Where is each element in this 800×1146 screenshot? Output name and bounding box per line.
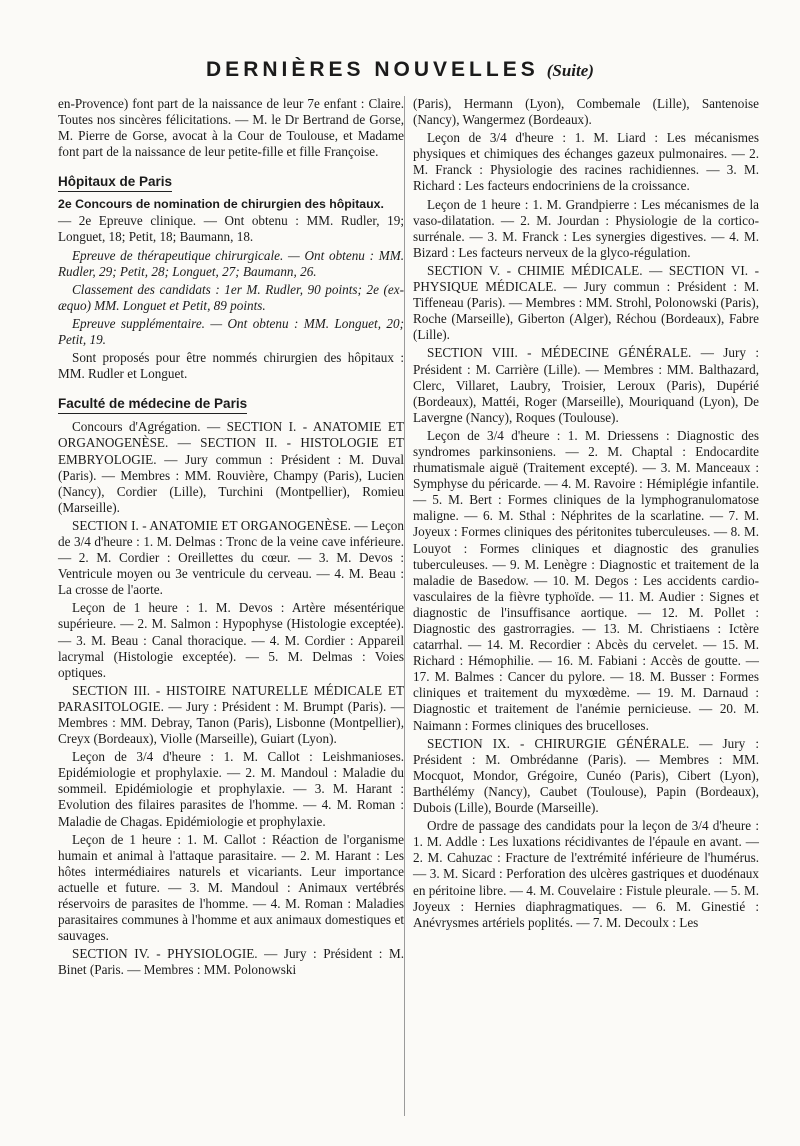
faculte-paragraph: SECTION III. - HISTOIRE NATURELLE MÉDICALE ET PARASITOLOGIE. — Jury : Président : M. Brumpt (Paris). — Membres : MM. Debray, Tanon (Paris), Lisbonne (Montpellier), Creyx (Bordeaux), Violle (Marseille), Guiart (Lyon). — [58, 682, 404, 747]
hopitaux-paragraph: — 2e Epreuve clinique. — Ont obtenu : MM. Rudler, 19; Longuet, 18; Petit, 18; Baumann, 18. — [58, 213, 404, 245]
section-title-faculte: Faculté de médecine de Paris — [58, 396, 247, 414]
right-paragraph: SECTION VIII. - MÉDECINE GÉNÉRALE. — Jury : Président : M. Carrière (Lille). — Membres : MM. Balthazard, Clerc, Villaret, Laubry, Troisier, Leroux (Paris), Dupérié (Bordeaux), Mattéi, Roger (Marseille), Mouriquand (Lyon), De Lavergne (Nancy), Roques (Toulouse). — [413, 345, 759, 425]
concours-subtitle: 2e Concours de nomination de chirurgien des hôpitaux. — [58, 197, 384, 212]
faculte-paragraph: SECTION IV. - PHYSIOLOGIE. — Jury : Président : M. Binet (Paris. — Membres : MM. Polonowski — [58, 946, 404, 978]
right-paragraph: SECTION V. - CHIMIE MÉDICALE. — SECTION VI. - PHYSIQUE MÉDICALE. — Jury commun : Président : M. Tiffeneau (Paris). — Membres : MM. Strohl, Polonowski (Paris), Roche (Marseille), Giberton (Alger), Réchou (Bordeaux), Fabre (Lille). — [413, 262, 759, 343]
right-column — [413, 96, 759, 931]
left-column — [58, 96, 404, 979]
right-paragraph: Leçon de 1 heure : 1. M. Grandpierre : Les mécanismes de la vaso-dilatation. — 2. M. Jourdan : Physiologie de la cortico-surrénale. — 3. M. Franck : Les synergies digestives. — 4. M. Bizard : Les facteurs nerveux de la glyco-régulation. — [413, 196, 759, 260]
right-paragraph: Ordre de passage des candidats pour la leçon de 3/4 d'heure : 1. M. Addle : Les luxations récidivantes de l'épaule en avant. — 2. M. Cahuzac : Fracture de l'extrémité inférieure de l'humérus. — 3. M. Sicard : Perforation des ulcères gastriques et duodénaux en péritoine libre. — 4. M. Couvelaire : Fistule pleurale. — 5. M. Joyeux : Hernies diaphragmatiques. — 6. M. Ginestié : Anévrysmes artériels poplités. — 7. M. Decoulx : Les — [413, 818, 759, 930]
faculte-paragraph: Leçon de 1 heure : 1. M. Devos : Artère mésentérique supérieure. — 2. M. Salmon : Hypophyse (Histologie exceptée). — 3. M. Beau : Canal thoracique. — 4. M. Cordier : Appareil lacrymal (Histologie exceptée). — 5. M. Delmas : Voies optiques. — [58, 600, 404, 680]
hopitaux-paragraph: Epreuve supplémentaire. — Ont obtenu : MM. Longuet, 20; Petit, 19. — [58, 315, 404, 348]
header-title: DERNIÈRES NOUVELLES — [206, 58, 539, 81]
faculte-paragraph: SECTION I. - ANATOMIE ET ORGANOGENÈSE. — Leçon de 3/4 d'heure : 1. M. Delmas : Tronc de la veine cave inférieure. — 2. M. Cordier : Oreillettes du cœur. — 3. M. Devos : Ventricule moyen ou 3e ventricule du cerveau. — 4. M. Beau : La crosse de l'aorte. — [58, 517, 404, 598]
hopitaux-paragraph: Epreuve de thérapeutique chirurgicale. — Ont obtenu : MM. Rudler, 29; Petit, 28; Longuet, 27; Baumann, 26. — [58, 247, 404, 279]
right-paragraph: Leçon de 3/4 d'heure : 1. M. Liard : Les mécanismes physiques et chimiques des échanges gazeux pulmonaires. — 2. M. Franck : Physiologie des racines rachidiennes. — 3. M. Richard : Les facteurs endocriniens de la croissance. — [413, 130, 759, 194]
right-paragraph: Leçon de 3/4 d'heure : 1. M. Driessens : Diagnostic des syndromes parkinsoniens. — 2. M. Chaptal : Endocardite rhumatismale aiguë (Traitement excepté). — 3. M. Manceaux : Symphyse du péricarde. — 4. M. Ravoire : Hémiplégie infantile. — 5. M. Bert : Formes cliniques de la lymphogranulomatose maligne. — 6. M. Sthal : Néphrites de la scarlatine. — 7. M. Joyeux : Formes cliniques des péritonites tuberculeuses. — 8. M. Louyot : Formes cliniques et diagnostic des granulies tuberculeuses. — 9. M. Lenègre : Diagnostic et traitement de la maladie de Basedow. — 10. M. Degos : Les accidents cardio-vasculaires de la fièvre typhoïde. — 11. M. Audier : Signes et diagnostic de l'insuffisance aortique. — 12. M. Pollet : Diagnostic des gastrorragies. — 13. M. Christiaens : Ictère catarrhal. — 14. M. Recordier : Abcès du cervelet. — 15. M. Richard : Hémophilie. — 16. M. Fabiani : Accès de goutte. — 17. M. Balmes : Cancer du pylore. — 18. M. Busser : Formes cliniques et traitement du myxœdème. — 19. M. Darnaud : Diagnostic et traitement de l'anémie pernicieuse. — 20. M. Naimann : Formes cliniques des brucelloses. — [413, 427, 759, 733]
right-paragraph: SECTION IX. - CHIRURGIE GÉNÉRALE. — Jury : Président : M. Ombrédanne (Paris). — Membres : MM. Mocquot, Mondor, Grégoire, Cunéo (Paris), Cibert (Lyon), Barthélémy (Nancy), Caubet (Toulouse), Papin (Bordeaux), Dubois (Lille), Bourde (Marseille). — [413, 735, 759, 816]
faculte-paragraph: Concours d'Agrégation. — SECTION I. - ANATOMIE ET ORGANOGENÈSE. — SECTION II. - HISTOLOGIE ET EMBRYOLOGIE. — Jury commun : Président : M. Duval (Paris). — Membres : MM. Rouvière, Champy (Paris), Lucien (Nancy), Cordier (Lille), Turchini (Montpellier), Romieu (Marseille). — [58, 419, 404, 515]
header-suite: (Suite) — [546, 61, 594, 80]
section-title-hopitaux: Hôpitaux de Paris — [58, 174, 172, 192]
faculte-paragraph: Leçon de 3/4 d'heure : 1. M. Callot : Leishmanioses. Epidémiologie et prophylaxie. — 2. M. Mandoul : Maladie du sommeil. Epidémiologie et prophylaxie. — 3. M. Harant : Evolution des filaires parasites de l'homme. — 4. M. Roman : Maladie de Chagas. Epidémiologie et prophylaxie. — [58, 749, 404, 829]
right-paragraph: (Paris), Hermann (Lyon), Combemale (Lille), Santenoise (Nancy), Wangermez (Bordeaux). — [413, 96, 759, 128]
intro-paragraph: en-Provence) font part de la naissance de leur 7e enfant : Claire. Toutes nos sincères félicitations. — M. le Dr Bertrand de Gorse, M. Pierre de Gorse, avocat à la Cour de Toulouse, et Madame font part de la naissance de leur petite-fille et fille Françoise. — [58, 96, 404, 160]
faculte-paragraph: Leçon de 1 heure : 1. M. Callot : Réaction de l'organisme humain et animal à l'attaque parasitaire. — 2. M. Harant : Les hôtes intermédiaires naturels et vicariants. Leur importance actuelle et future. — 3. M. Mandoul : Animaux vertébrés réservoirs de parasites de l'homme. — 4. M. Roman : Maladies parasitaires communes à l'homme et aux animaux domestiques et sauvages. — [58, 831, 404, 944]
page-header — [0, 58, 800, 82]
hopitaux-paragraph: Classement des candidats : 1er M. Rudler, 90 points; 2e (ex-æquo) MM. Longuet et Petit, 89 points. — [58, 281, 404, 313]
hopitaux-paragraph: Sont proposés pour être nommés chirurgien des hôpitaux : MM. Rudler et Longuet. — [58, 350, 404, 382]
column-divider — [404, 96, 405, 1116]
